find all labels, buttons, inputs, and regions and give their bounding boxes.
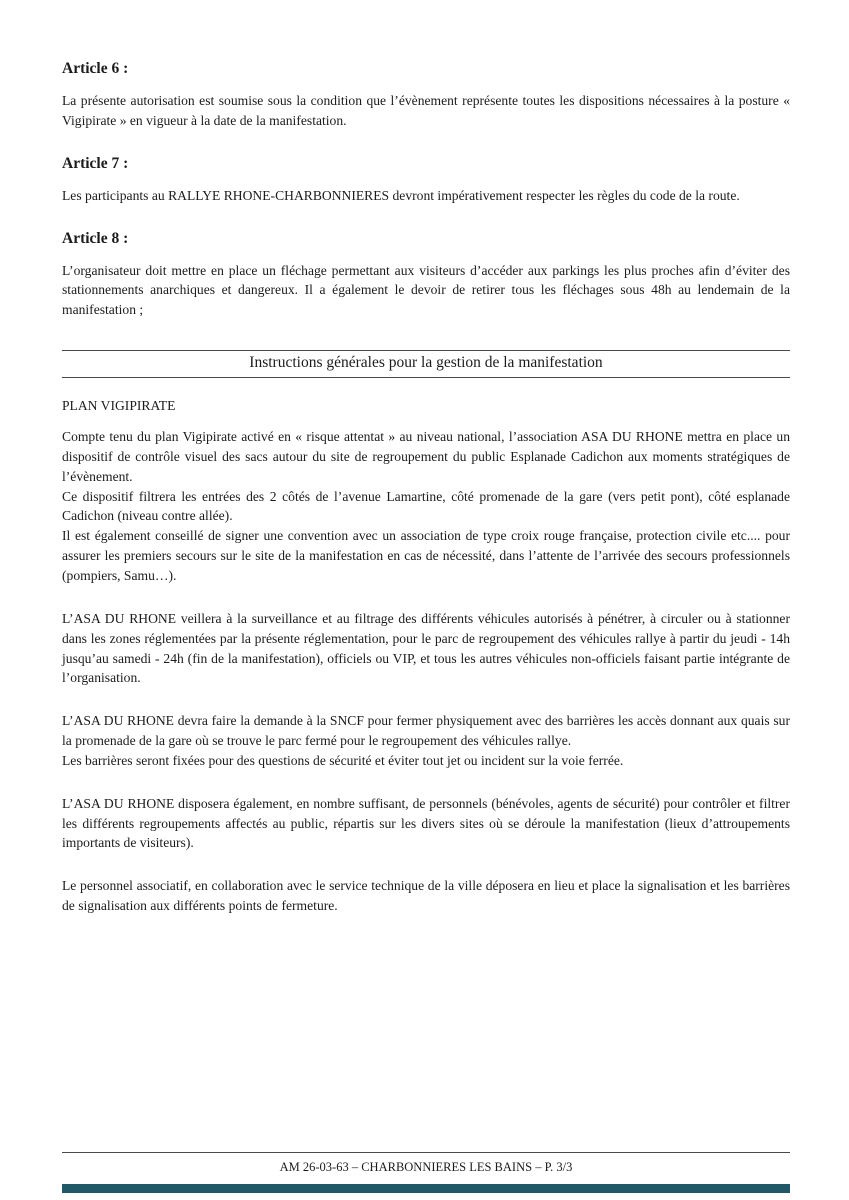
article-6-paragraph: La présente autorisation est soumise sous la condition que l’évènement représente toutes les dispositions nécessaires à la posture « Vigipirate » en vigueur à la date de la manifestation. [62, 93, 790, 128]
instructions-group-1 [62, 427, 790, 586]
article-8-paragraph: L’organisateur doit mettre en place un fléchage permettant aux visiteurs d’accéder aux parkings les plus proches afin d’éviter des stationnements anarchiques et dangereux. Il a également le devoir de retirer tous les fléchages sous 48h au lendemain de la manifestation ; [62, 262, 790, 318]
article-8-heading: Article 8 : [62, 229, 129, 247]
footer-accent-bar [62, 1184, 790, 1193]
paragraph: Les barrières seront fixées pour des questions de sécurité et éviter tout jet ou incident sur la voie ferrée. [62, 752, 624, 768]
article-6-heading: Article 6 : [62, 60, 129, 77]
instructions-section-title: Instructions générales pour la gestion de la manifestation [249, 354, 603, 372]
paragraph: L’ASA DU RHONE devra faire la demande à la SNCF pour fermer physiquement avec des barrières les accès donnant aux quais sur la promenade de la gare où se trouve le parc fermé pour le regroupement des véhicules rallye. [62, 713, 790, 749]
instructions-group-3 [62, 711, 790, 771]
paragraph: Le personnel associatif, en collaboration avec le service technique de la ville déposera en lieu et place la signalisation et les barrières de signalisation aux différents points de fermeture. [62, 878, 790, 914]
page-footer [62, 1152, 790, 1200]
article-7-paragraph: Les participants au RALLYE RHONE-CHARBONNIERES devront impérativement respecter les règles du code de la route. [62, 187, 740, 203]
paragraph: Il est également conseillé de signer une convention avec un association de type croix rouge française, protection civile etc.... pour assurer les premiers secours sur le site de la manifestation en cas de nécessité, dans l’attente de l’arrivée des secours professionnels (pompiers, Samu…). [62, 528, 790, 583]
paragraph: L’ASA DU RHONE disposera également, en nombre suffisant, de personnels (bénévoles, agents de sécurité) pour contrôler et filtrer les différents regroupements affectés au public, répartis sur les divers sites où se déroule la manifestation (lieux d’attroupements importants de visiteurs). [62, 795, 790, 851]
article-7-heading: Article 7 : [62, 154, 129, 172]
paragraph: L’ASA DU RHONE veillera à la surveillance et au filtrage des différents véhicules autorisés à pénétrer, à circuler ou à stationner dans les zones réglementées par la présente réglementation, pour le parc de regroupement des véhicules rallye à partir du jeudi - 14h jusqu’au samedi - 24h (fin de la manifestation), officiels ou VIP, et tous les autres véhicules non-officiels faisant partie intégrante de l’organisation. [62, 610, 790, 686]
instructions-group-5 [62, 876, 790, 916]
instructions-group-4 [62, 794, 790, 854]
article-7 [62, 155, 790, 206]
plan-vigipirate-subheading: PLAN VIGIPIRATE [62, 398, 176, 414]
article-8 [62, 230, 790, 321]
instructions-title-block [62, 350, 790, 378]
instructions-group-2 [62, 609, 790, 688]
paragraph: Ce dispositif filtrera les entrées des 2 côtés de l’avenue Lamartine, côté promenade de la gare (vers petit pont), côté esplanade Cadichon (niveau contre allée). [62, 488, 790, 524]
article-6 [62, 60, 790, 131]
paragraph: Compte tenu du plan Vigipirate activé en « risque attentat » au niveau national, l’association ASA DU RHONE mettra en place un dispositif de contrôle visuel des sacs autour du site de regroupement du public Esplanade Cadichon aux moments stratégiques de l’évènement. [62, 429, 790, 484]
footer-reference: AM 26-03-63 – CHARBONNIERES LES BAINS – P. 3/3 [279, 1160, 573, 1174]
